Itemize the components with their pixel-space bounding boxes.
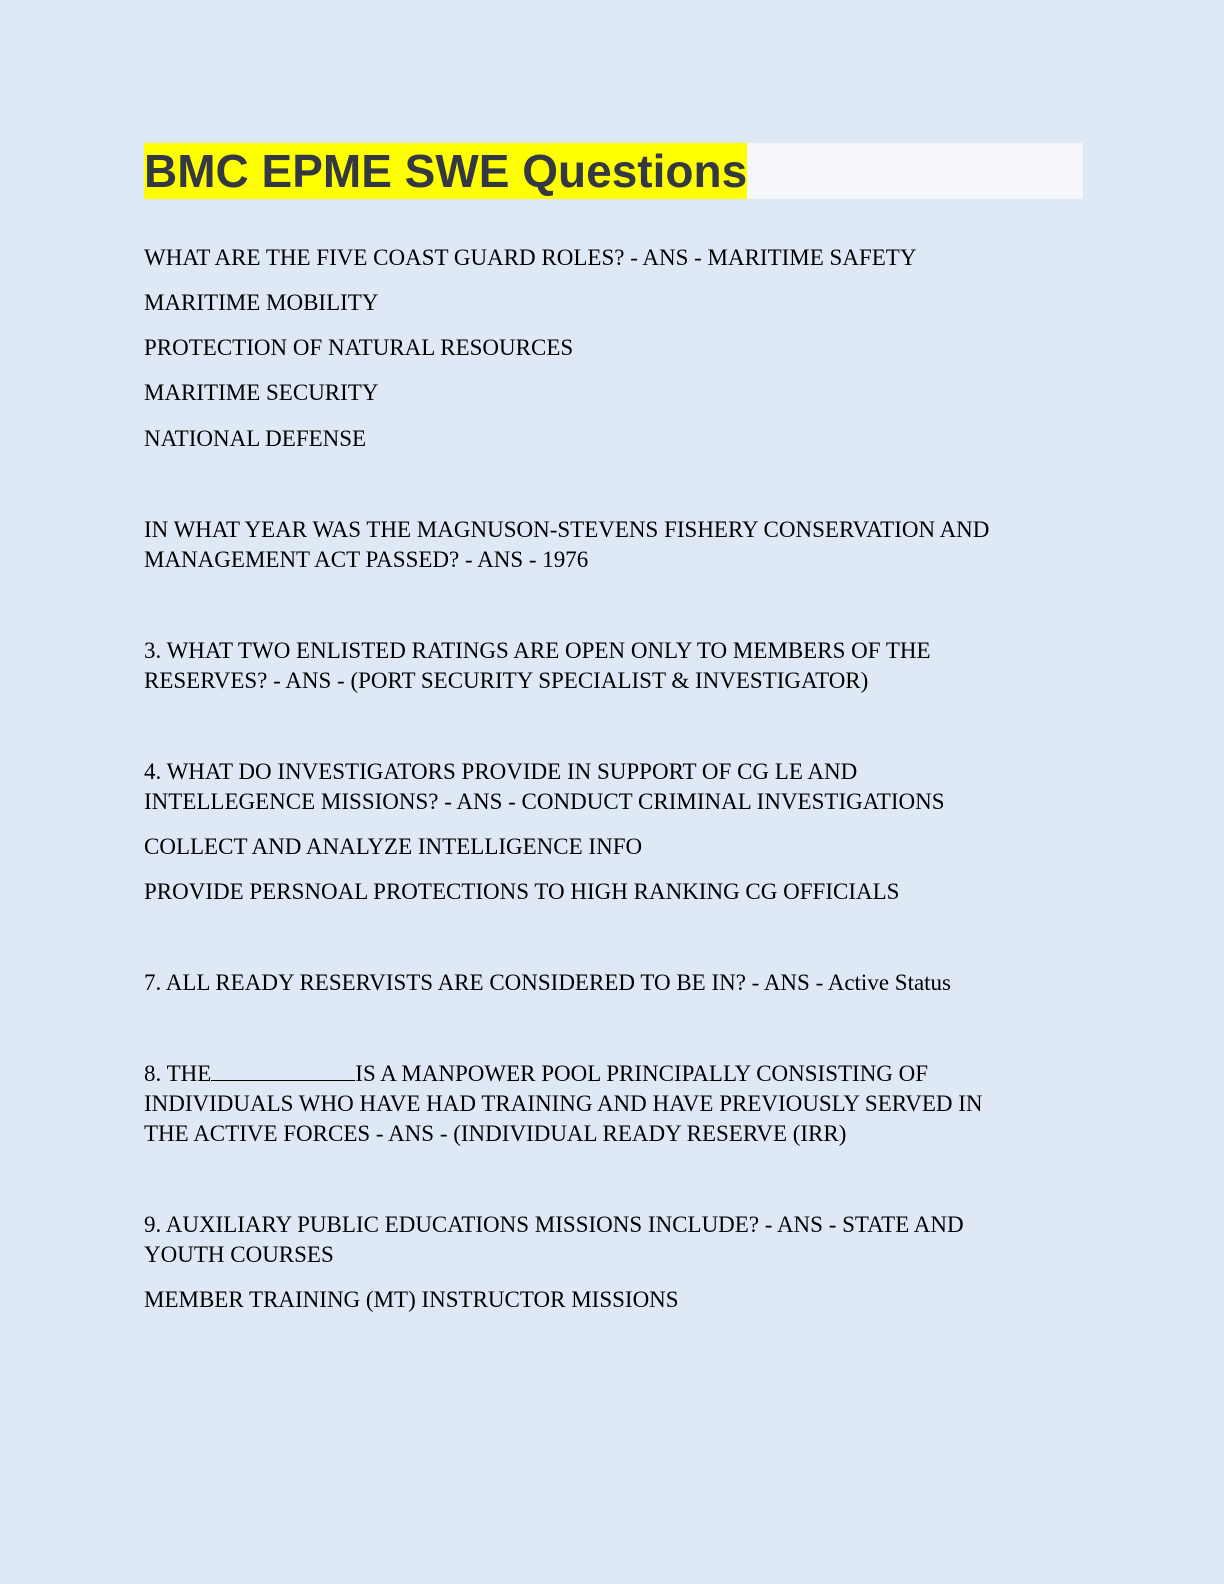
q9-question-line-1: 9. AUXILIARY PUBLIC EDUCATIONS MISSIONS INCLUDE? - ANS - STATE AND (144, 1212, 964, 1237)
q8-question-line-1 (144, 1059, 928, 1089)
q2-question-line-1: IN WHAT YEAR WAS THE MAGNUSON-STEVENS FISHERY CONSERVATION AND (144, 517, 990, 542)
q4-answer-1: COLLECT AND ANALYZE INTELLIGENCE INFO (144, 834, 643, 859)
q4-question-line-1: 4. WHAT DO INVESTIGATORS PROVIDE IN SUPPORT OF CG LE AND (144, 759, 858, 784)
document-title: BMC EPME SWE Questions (144, 145, 748, 197)
q9-answer-1: MEMBER TRAINING (MT) INSTRUCTOR MISSIONS (144, 1287, 679, 1312)
q1-question: WHAT ARE THE FIVE COAST GUARD ROLES? - ANS - MARITIME SAFETY (144, 245, 917, 270)
q1-answer-1: MARITIME MOBILITY (144, 290, 379, 315)
q8-question-line-2: INDIVIDUALS WHO HAVE HAD TRAINING AND HAVE PREVIOUSLY SERVED IN (144, 1091, 983, 1116)
q9-question-line-2: YOUTH COURSES (144, 1242, 334, 1267)
q1-answer-3: MARITIME SECURITY (144, 380, 379, 405)
q4-question-line-2: INTELLEGENCE MISSIONS? - ANS - CONDUCT CRIMINAL INVESTIGATIONS (144, 789, 945, 814)
q7-question: 7. ALL READY RESERVISTS ARE CONSIDERED TO BE IN? - ANS - Active Status (144, 970, 952, 995)
q8-question-line-3: THE ACTIVE FORCES - ANS - (INDIVIDUAL READY RESERVE (IRR) (144, 1121, 847, 1146)
q3-question-line-2: RESERVES? - ANS - (PORT SECURITY SPECIALIST & INVESTIGATOR) (144, 668, 869, 693)
q1-answer-4: NATIONAL DEFENSE (144, 426, 367, 451)
q2-question-line-2: MANAGEMENT ACT PASSED? - ANS - 1976 (144, 547, 589, 572)
q3-question-line-1: 3. WHAT TWO ENLISTED RATINGS ARE OPEN ONLY TO MEMBERS OF THE (144, 638, 931, 663)
q4-answer-2: PROVIDE PERSNOAL PROTECTIONS TO HIGH RANKING CG OFFICIALS (144, 879, 900, 904)
q8-suffix: IS A MANPOWER POOL PRINCIPALLY CONSISTING OF (355, 1061, 929, 1086)
q8-prefix: 8. THE (144, 1061, 212, 1086)
fill-in-blank (211, 1060, 355, 1081)
q1-answer-2: PROTECTION OF NATURAL RESOURCES (144, 335, 574, 360)
